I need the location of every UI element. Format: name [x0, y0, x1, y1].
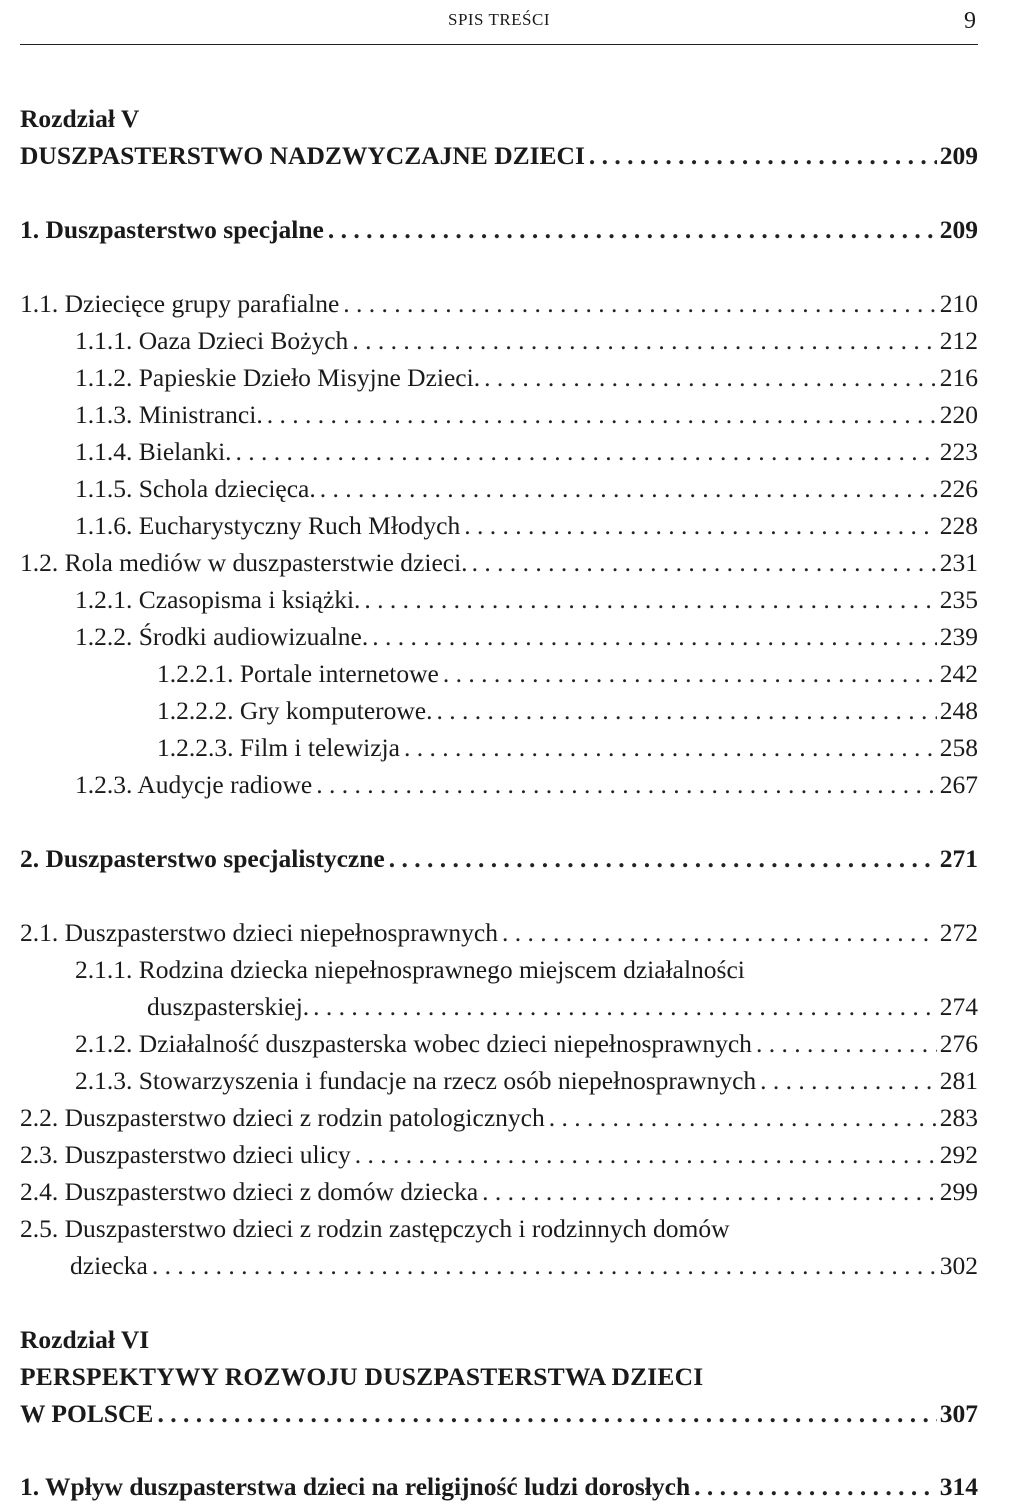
toc-entry: [20, 211, 978, 248]
page-ref: 292: [939, 1140, 978, 1169]
chapter-title-row: [20, 137, 978, 174]
leader-dots: [352, 322, 936, 359]
leader-dots: [694, 1468, 937, 1505]
toc-entry: [20, 729, 978, 766]
entry-title: 1. Wpływ duszpasterstwa dzieci na religijność ludzi dorosłych: [20, 1472, 691, 1501]
page-ref: 258: [939, 733, 978, 762]
page-ref: 274: [939, 992, 978, 1021]
page-ref: 226: [939, 474, 978, 503]
chapter-title: DUSZPASTERSTWO NADZWYCZAJNE DZIECI: [20, 141, 585, 170]
entry-title: 1.2.2.3. Film i telewizja: [157, 733, 400, 762]
page-ref: 271: [939, 844, 978, 873]
entry-title: 2.1.1. Rodzina dziecka niepełnosprawnego miejscem działalności: [75, 955, 745, 984]
entry-title: dziecka: [70, 1251, 148, 1280]
page-header: [20, 0, 978, 45]
toc-entry: [20, 396, 978, 433]
entry-title: 1.2.2.1. Portale internetowe: [157, 659, 439, 688]
page-ref: 267: [939, 770, 978, 799]
toc-entry-first-line: [20, 1210, 978, 1247]
leader-dots: [464, 507, 936, 544]
page-ref: 299: [939, 1177, 978, 1206]
leader-dots: [443, 655, 937, 692]
page-ref: 307: [939, 1399, 978, 1428]
entry-title: 1. Duszpasterstwo specjalne: [20, 215, 324, 244]
leader-dots: [549, 1099, 937, 1136]
entry-title: 1.1.4. Bielanki.: [75, 437, 232, 466]
leader-dots: [589, 137, 937, 174]
leader-dots: [236, 433, 937, 470]
table-of-contents: [20, 100, 978, 1505]
entry-title: 1.2.1. Czasopisma i książki.: [75, 585, 361, 614]
page-ref: 220: [939, 400, 978, 429]
toc-entry: [20, 581, 978, 618]
toc-entry: [20, 840, 978, 877]
page-ref: 235: [939, 585, 978, 614]
leader-dots: [437, 692, 937, 729]
leader-dots: [760, 1062, 937, 1099]
entry-title: 1.2. Rola mediów w duszpasterstwie dzieci.: [20, 548, 468, 577]
leader-dots: [484, 359, 937, 396]
toc-entry: [20, 1099, 978, 1136]
entry-title: 1.1.2. Papieskie Dzieło Misyjne Dzieci.: [75, 363, 481, 392]
leader-dots: [364, 581, 936, 618]
entry-title: 1.2.2.2. Gry komputerowe.: [157, 696, 433, 725]
toc-entry: [20, 1173, 978, 1210]
leader-dots: [267, 396, 937, 433]
page-ref: 228: [939, 511, 978, 540]
leader-dots: [756, 1025, 937, 1062]
toc-entry: [20, 1062, 978, 1099]
leader-dots: [389, 840, 937, 877]
leader-dots: [316, 766, 937, 803]
chapter-title-continuation: W POLSCE: [20, 1399, 154, 1428]
toc-entry-continuation: [20, 1247, 978, 1284]
page-ref: 248: [939, 696, 978, 725]
entry-title: 1.1.5. Schola dziecięca.: [75, 474, 316, 503]
page-ref: 276: [939, 1029, 978, 1058]
page-ref: 239: [939, 622, 978, 651]
chapter-title-row: [20, 1395, 978, 1432]
entry-title: 1.2.2. Środki audiowizualne.: [75, 622, 369, 651]
toc-entry: [20, 322, 978, 359]
toc-entry-continuation: [20, 988, 978, 1025]
entry-title: 1.1.6. Eucharystyczny Ruch Młodych: [75, 511, 461, 540]
leader-dots: [472, 544, 937, 581]
entry-title: 1.2.3. Audycje radiowe: [75, 770, 313, 799]
toc-entry: [20, 618, 978, 655]
leader-dots: [355, 1136, 937, 1173]
leader-dots: [343, 285, 936, 322]
leader-dots: [157, 1395, 936, 1432]
page-ref: 272: [939, 918, 978, 947]
leader-dots: [313, 988, 937, 1025]
leader-dots: [328, 211, 937, 248]
entry-title: 2.4. Duszpasterstwo dzieci z domów dziecka: [20, 1177, 479, 1206]
toc-entry-first-line: [20, 951, 978, 988]
toc-entry: [20, 544, 978, 581]
entry-title: 2.1.3. Stowarzyszenia i fundacje na rzecz osób niepełnosprawnych: [75, 1066, 757, 1095]
page-ref: 314: [939, 1472, 978, 1501]
page-ref: 302: [939, 1251, 978, 1280]
page-ref: 223: [939, 437, 978, 466]
leader-dots: [502, 914, 937, 951]
entry-title: 2.1. Duszpasterstwo dzieci niepełnosprawnych: [20, 918, 498, 947]
page-ref: 281: [939, 1066, 978, 1095]
page-ref: 242: [939, 659, 978, 688]
entry-title: 2.5. Duszpasterstwo dzieci z rodzin zastępczych i rodzinnych domów: [20, 1214, 730, 1243]
leader-dots: [482, 1173, 937, 1210]
page-ref: 209: [939, 215, 978, 244]
entry-title: 1.1.3. Ministranci.: [75, 400, 263, 429]
page-ref: 283: [939, 1103, 978, 1132]
entry-title: 2. Duszpasterstwo specjalistyczne: [20, 844, 385, 873]
toc-entry: [20, 470, 978, 507]
toc-entry: [20, 655, 978, 692]
toc-entry: [20, 1025, 978, 1062]
page-ref: 210: [939, 289, 978, 318]
page-ref: 216: [939, 363, 978, 392]
leader-dots: [320, 470, 937, 507]
running-title: SPIS TREŚCI: [447, 10, 551, 29]
toc-entry: [20, 285, 978, 322]
toc-entry: [20, 1468, 978, 1505]
toc-entry: [20, 692, 978, 729]
toc-entry: [20, 766, 978, 803]
toc-entry: [20, 433, 978, 470]
page-ref: 231: [939, 548, 978, 577]
entry-title: 2.2. Duszpasterstwo dzieci z rodzin patologicznych: [20, 1103, 545, 1132]
entry-title: 1.1.1. Oaza Dzieci Bożych: [75, 326, 349, 355]
page-number: 9: [964, 8, 976, 34]
toc-entry: [20, 359, 978, 396]
chapter-label: Rozdział V: [20, 104, 140, 133]
page-ref: 209: [939, 141, 978, 170]
chapter-label: Rozdział VI: [20, 1325, 150, 1354]
page-ref: 212: [939, 326, 978, 355]
leader-dots: [372, 618, 937, 655]
toc-entry: [20, 507, 978, 544]
chapter-title: PERSPEKTYWY ROZWOJU DUSZPASTERSTWA DZIECI: [20, 1362, 704, 1391]
entry-title: duszpasterskiej.: [147, 992, 310, 1021]
leader-dots: [404, 729, 937, 766]
entry-title: 1.1. Dziecięce grupy parafialne: [20, 289, 340, 318]
toc-entry: [20, 914, 978, 951]
toc-entry: [20, 1136, 978, 1173]
entry-title: 2.3. Duszpasterstwo dzieci ulicy: [20, 1140, 351, 1169]
entry-title: 2.1.2. Działalność duszpasterska wobec dzieci niepełnosprawnych: [75, 1029, 752, 1058]
leader-dots: [152, 1247, 937, 1284]
